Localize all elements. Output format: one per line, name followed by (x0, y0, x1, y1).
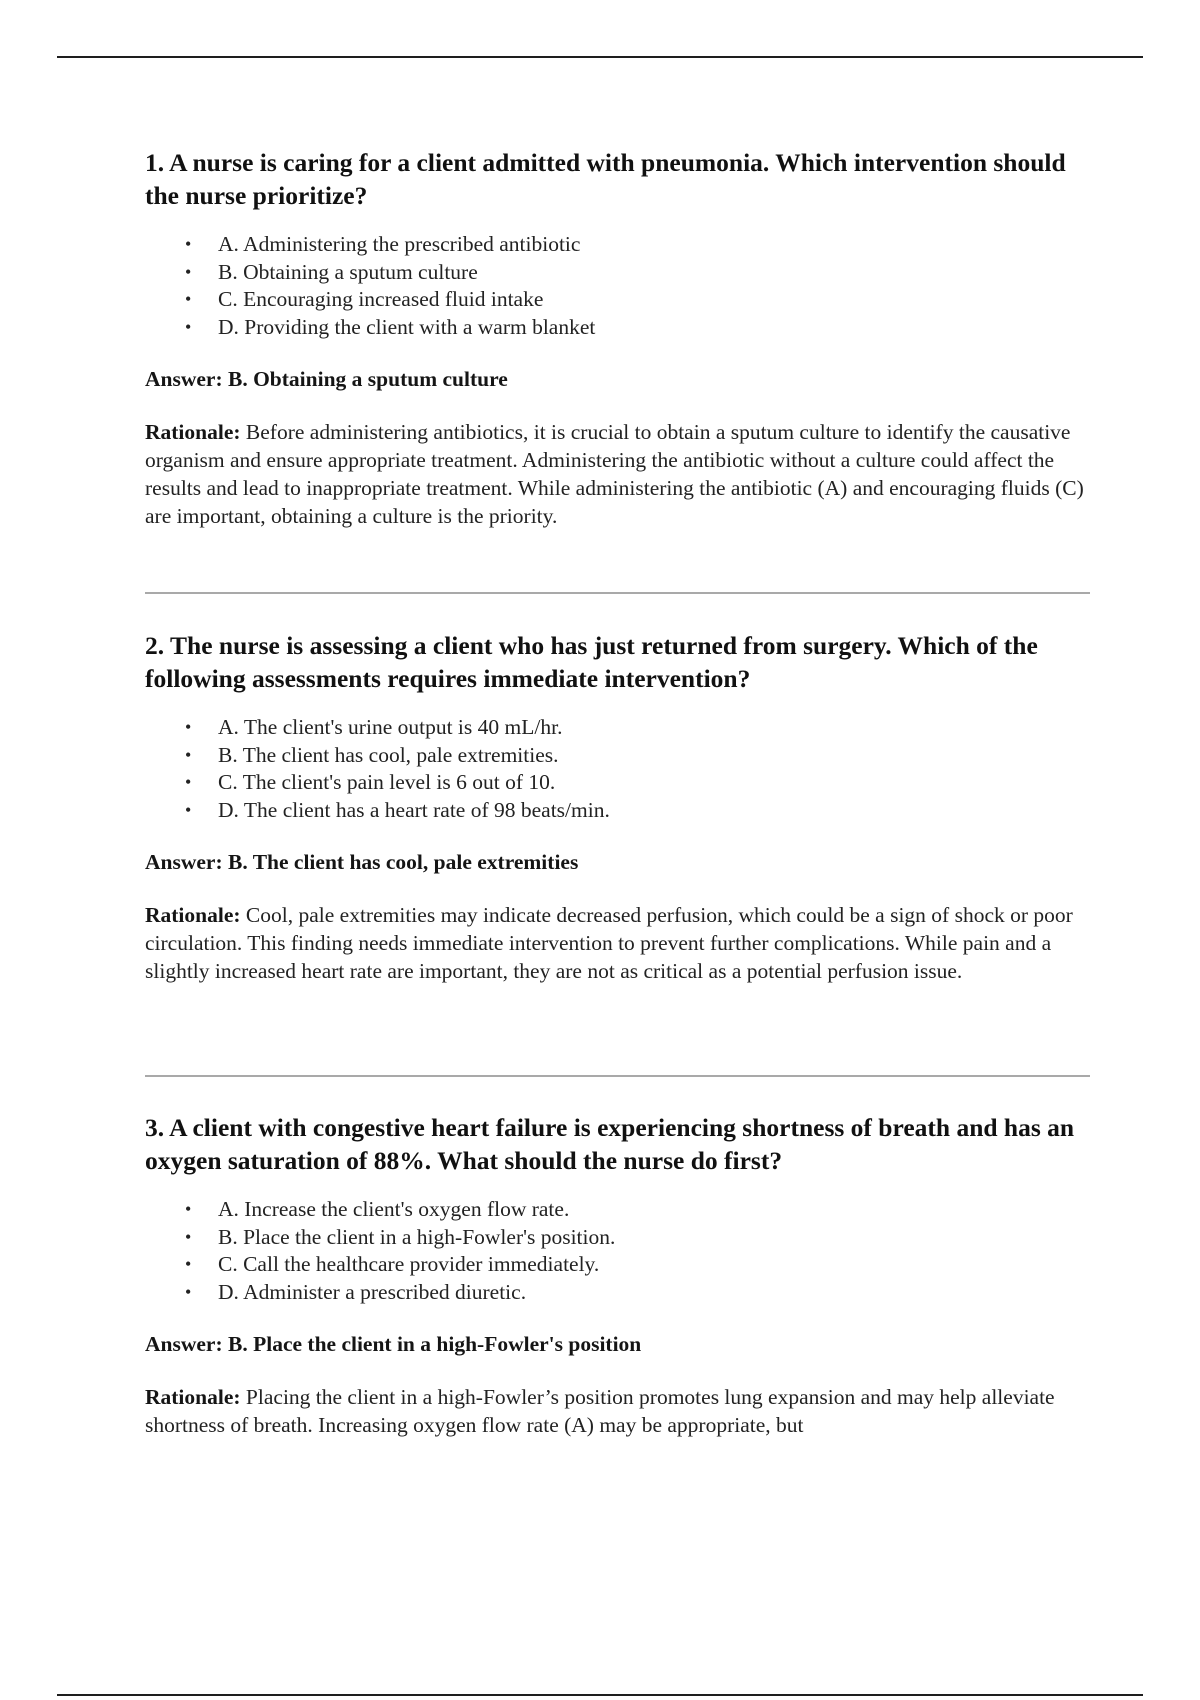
question-3-options (145, 1196, 1090, 1306)
option-text: C. Encouraging increased fluid intake (218, 287, 544, 311)
question-2-heading: 2. The nurse is assessing a client who has just returned from surgery. Which of the following assessments requires immediate intervention? (145, 631, 1038, 693)
page-bottom-rule (57, 1694, 1143, 1696)
option-text: D. Providing the client with a warm blanket (218, 314, 596, 339)
question-1-heading: 1. A nurse is caring for a client admitted with pneumonia. Which intervention should the nurse prioritize? (145, 148, 1066, 210)
option-item (145, 286, 1090, 314)
question-2-options (145, 714, 1090, 824)
bullet-icon: • (185, 772, 192, 792)
bullet-icon: • (185, 744, 192, 765)
option-item (145, 259, 1090, 287)
question-3-heading: 3. A client with congestive heart failure is experiencing shortness of breath and has an oxygen saturation of 88%. What should the nurse do first? (145, 1113, 1075, 1175)
question-3 (145, 1111, 1090, 1439)
rationale-text: Placing the client in a high-Fowler’s position promotes lung expansion and may help alleviate shortness of breath. Increasing oxygen flow rate (A) may be appropriate, but (145, 1385, 1055, 1437)
option-item (145, 769, 1090, 797)
bullet-icon: • (185, 1254, 192, 1274)
rationale-text: Before administering antibiotics, it is crucial to obtain a sputum culture to identify the causative organism and ensure appropriate treatment. Administering the antibiotic without a culture could affect the results and lead to inappropriate treatment. While administering the antibiotic (A) and encouraging fluids (C) are important, obtaining a culture is the priority. (145, 420, 1084, 528)
option-item (145, 314, 1090, 342)
option-text: B. Obtaining a sputum culture (218, 259, 478, 284)
bullet-icon: • (185, 234, 192, 254)
question-1-rationale (145, 418, 1090, 530)
question-1 (145, 146, 1090, 530)
section-divider (145, 1075, 1090, 1077)
option-text: B. The client has cool, pale extremities. (218, 742, 559, 767)
option-item (145, 797, 1090, 825)
question-2 (145, 629, 1090, 985)
option-item (145, 1224, 1090, 1252)
page-top-rule (57, 56, 1143, 58)
section-divider (145, 592, 1090, 594)
option-text: A. Administering the prescribed antibiotic (218, 232, 581, 256)
question-3-answer: Answer: B. Place the client in a high-Fowler's position (145, 1332, 642, 1356)
option-text: D. Administer a prescribed diuretic. (218, 1279, 527, 1304)
bullet-icon: • (185, 1281, 192, 1302)
option-text: A. The client's urine output is 40 mL/hr. (218, 715, 563, 739)
bullet-icon: • (185, 1199, 192, 1219)
bullet-icon: • (185, 717, 192, 737)
option-text: A. Increase the client's oxygen flow rate. (218, 1197, 570, 1221)
option-item (145, 1196, 1090, 1224)
bullet-icon: • (185, 316, 192, 337)
option-text: C. The client's pain level is 6 out of 10. (218, 770, 556, 794)
question-1-answer: Answer: B. Obtaining a sputum culture (145, 367, 508, 391)
bullet-icon: • (185, 1226, 192, 1247)
question-1-options (145, 231, 1090, 341)
rationale-label: Rationale: (145, 1385, 241, 1409)
bullet-icon: • (185, 799, 192, 820)
question-3-rationale (145, 1383, 1090, 1439)
rationale-label: Rationale: (145, 903, 241, 927)
question-2-rationale (145, 901, 1090, 985)
option-text: C. Call the healthcare provider immediately. (218, 1252, 600, 1276)
bullet-icon: • (185, 261, 192, 282)
option-item (145, 231, 1090, 259)
option-item (145, 742, 1090, 770)
option-text: B. Place the client in a high-Fowler's position. (218, 1224, 616, 1249)
option-text: D. The client has a heart rate of 98 beats/min. (218, 797, 610, 822)
option-item (145, 1279, 1090, 1307)
option-item (145, 1251, 1090, 1279)
question-2-answer: Answer: B. The client has cool, pale extremities (145, 850, 579, 874)
rationale-label: Rationale: (145, 420, 241, 444)
rationale-text: Cool, pale extremities may indicate decreased perfusion, which could be a sign of shock or poor circulation. This finding needs immediate intervention to prevent further complications. While pain and a slightly increased heart rate are important, they are not as critical as a potential perfusion issue. (145, 903, 1073, 983)
bullet-icon: • (185, 289, 192, 309)
option-item (145, 714, 1090, 742)
